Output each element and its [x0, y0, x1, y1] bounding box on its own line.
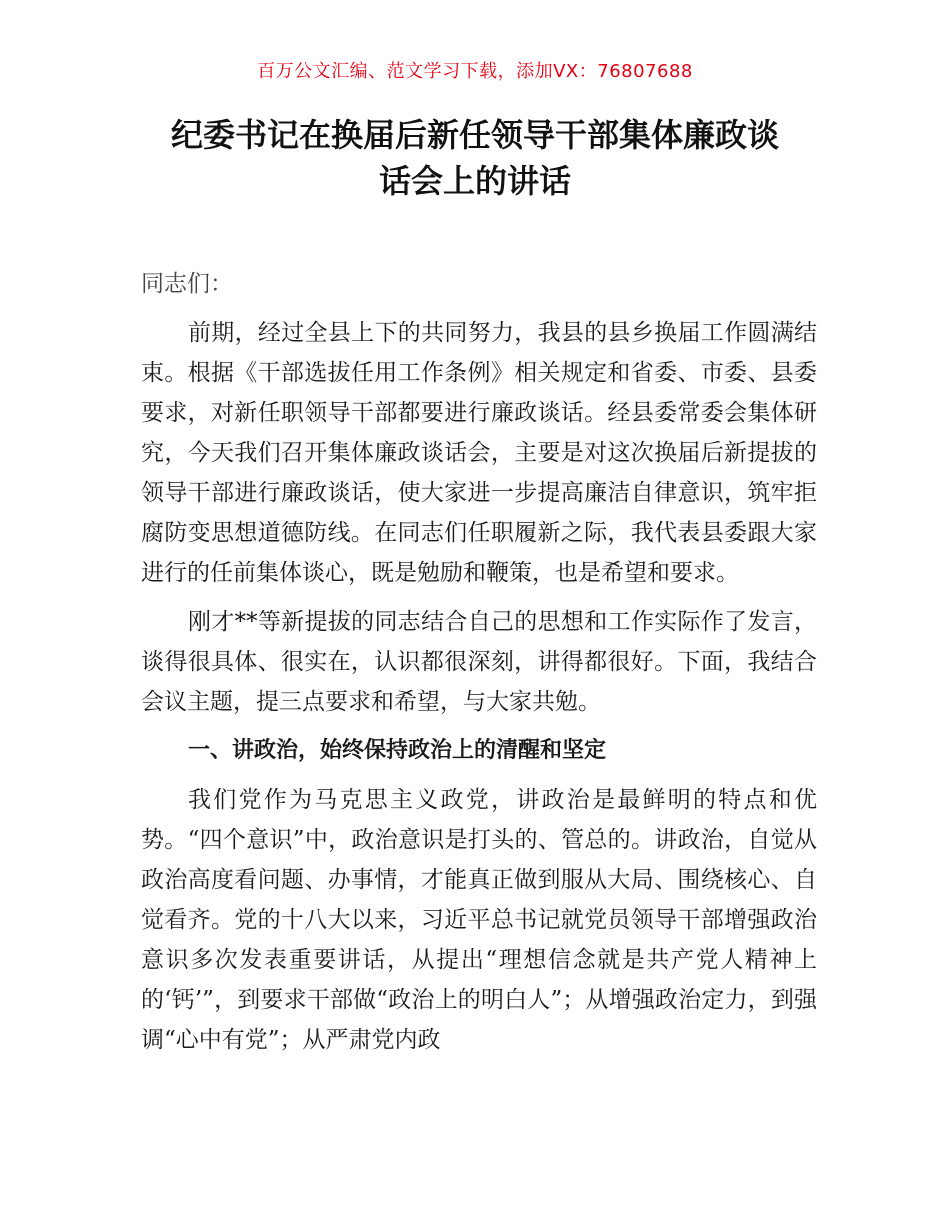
salutation: 同志们： — [141, 271, 233, 297]
section-1-paragraph: 我们党作为马克思主义政党，讲政治是最鲜明的特点和优势。“四个意识”中，政治意识是打头的、管总的。讲政治，自觉从政治高度看问题、办事情，才能真正做到服从大局、围绕核心、自觉看齐。党的十八大以来，习近平总书记就党员领导干部增强政治意识多次发表重要讲话，从提出“理想信念就是共产党人精神上的‘钙’”，到要求干部做“政治上的明白人”；从增强政治定力，到强调“心中有党”；从严肃党内政 — [141, 787, 817, 1053]
watermark-header: 百万公文汇编、范文学习下载，添加VX：76807688 — [257, 61, 693, 82]
paragraph-intro: 前期，经过全县上下的共同努力，我县的县乡换届工作圆满结束。根据《干部选拔任用工作条例》相关规定和省委、市委、县委要求，对新任职领导干部都要进行廉政谈话。经县委常委会集体研究，今天我们召开集体廉政谈话会，主要是对这次换届后新提拔的领导干部进行廉政谈话，使大家进一步提高廉洁自律意识，筑牢拒腐防变思想道德防线。在同志们任职履新之际，我代表县委跟大家进行的任前集体谈心，既是勉励和鞭策，也是希望和要求。 — [141, 320, 817, 586]
document-body — [141, 264, 817, 1069]
section-heading-1: 一、讲政治，始终保持政治上的清醒和坚定 — [188, 738, 607, 763]
paragraph-remarks: 刚才**等新提拔的同志结合自己的思想和工作实际作了发言，谈得很具体、很实在，认识都很深刻，讲得都很好。下面，我结合会议主题，提三点要求和希望，与大家共勉。 — [141, 609, 817, 715]
document-title — [120, 112, 830, 204]
title-line-2: 话会上的讲话 — [378, 162, 571, 200]
title-line-1: 纪委书记在换届后新任领导干部集体廉政谈 — [170, 116, 779, 154]
